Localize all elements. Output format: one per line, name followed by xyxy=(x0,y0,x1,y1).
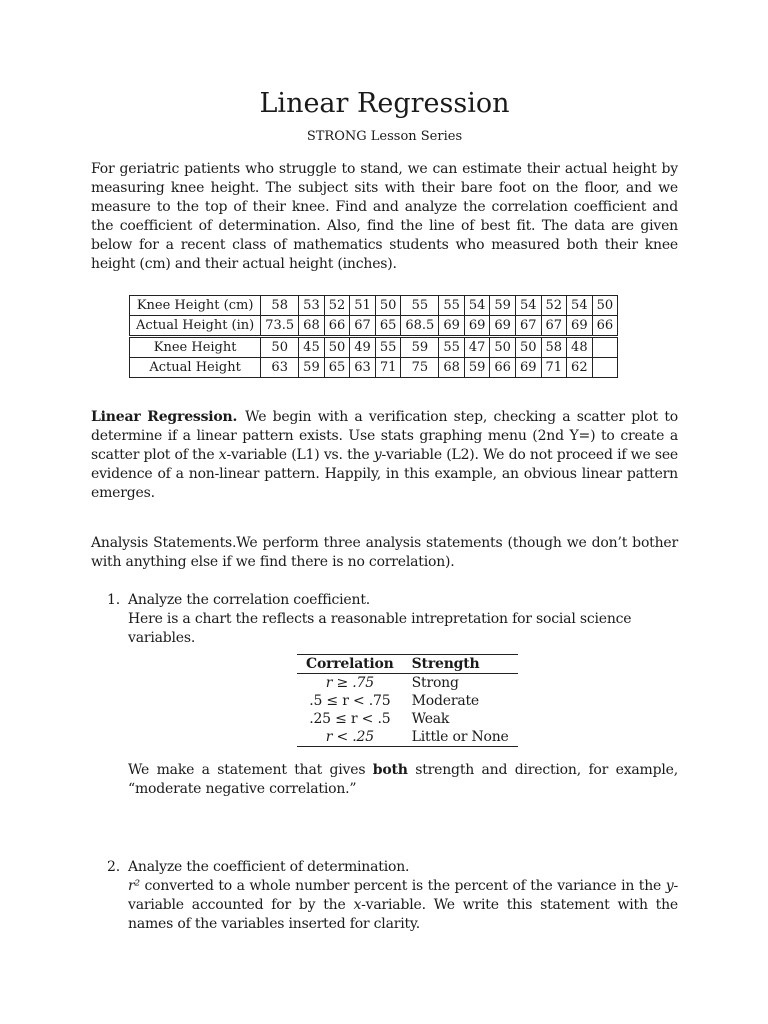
correlation-range: r < .25 xyxy=(297,728,403,747)
row-label: Actual Height xyxy=(130,358,261,378)
linear-regression-section xyxy=(91,408,678,503)
item-title: Analyze the coefficient of determination. xyxy=(128,859,410,875)
table-cell: 52 xyxy=(324,296,350,316)
table-cell: 58 xyxy=(261,296,299,316)
table-cell: 73.5 xyxy=(261,316,299,337)
table-cell: 69 xyxy=(567,316,593,337)
table-cell: 55 xyxy=(439,296,465,316)
table-cell: 65 xyxy=(375,316,401,337)
paragraph-text: converted to a whole number percent is the percent of the variance in the xyxy=(139,878,666,894)
row-label: Knee Height (cm) xyxy=(130,296,261,316)
paragraph-text: We make a statement that gives xyxy=(128,762,373,778)
column-header: Correlation xyxy=(297,655,403,674)
correlation-range: .25 ≤ r < .5 xyxy=(309,711,391,727)
document-subtitle: STRONG Lesson Series xyxy=(306,129,463,144)
table-cell: 63 xyxy=(261,358,299,378)
table-cell: 67 xyxy=(350,316,376,337)
table-cell: 67 xyxy=(541,316,567,337)
correlation-strength: Weak xyxy=(411,711,450,727)
math-variable: y xyxy=(665,878,674,894)
list-item xyxy=(91,858,678,934)
table-cell: 59 xyxy=(299,358,325,378)
correlation-strength: Strong xyxy=(411,675,459,691)
table-cell: 50 xyxy=(515,337,541,358)
table-cell: 67 xyxy=(515,316,541,337)
table-row xyxy=(297,728,518,747)
table-row xyxy=(297,692,518,710)
paragraph-text: strength and direction, for example, “moderate negative correlation.” xyxy=(128,762,678,797)
height-data-table xyxy=(129,295,618,378)
table-row xyxy=(297,710,518,728)
table-cell: 54 xyxy=(464,296,490,316)
table-cell: 55 xyxy=(401,296,439,316)
table-cell: 68 xyxy=(299,316,325,337)
list-number: 2. xyxy=(107,859,120,875)
section-heading: Linear Regression. xyxy=(91,409,238,425)
table-cell: 69 xyxy=(515,358,541,378)
table-cell: 50 xyxy=(261,337,299,358)
table-row xyxy=(130,296,618,316)
table-cell-empty xyxy=(592,337,618,358)
table-cell: 48 xyxy=(567,337,593,358)
correlation-strength: Moderate xyxy=(411,693,480,709)
table-cell: 50 xyxy=(324,337,350,358)
column-header: Strength xyxy=(403,655,518,674)
item-title: Analyze the correlation coefficient. xyxy=(128,592,371,608)
paragraph-text: We perform three analysis statements (though we don’t bother with anything else if we find there is no correlation). xyxy=(91,535,678,570)
table-cell: 71 xyxy=(541,358,567,378)
table-row xyxy=(130,358,618,378)
table-cell-empty xyxy=(592,358,618,378)
table-cell: 68.5 xyxy=(401,316,439,337)
table-cell: 59 xyxy=(490,296,516,316)
math-variable: x xyxy=(218,447,227,463)
table-row xyxy=(130,316,618,337)
table-cell: 45 xyxy=(299,337,325,358)
table-cell: 68 xyxy=(439,358,465,378)
table-header-row xyxy=(297,655,518,674)
paragraph-text: -variable (L1) vs. the xyxy=(226,447,374,463)
paragraph-text: -variable. We write this statement with the names of the variables inserted for clarity. xyxy=(128,897,678,932)
correlation-table xyxy=(297,654,518,747)
table-cell: 65 xyxy=(324,358,350,378)
table-cell: 71 xyxy=(375,358,401,378)
table-cell: 55 xyxy=(439,337,465,358)
table-cell: 54 xyxy=(567,296,593,316)
table-cell: 55 xyxy=(375,337,401,358)
table-cell: 63 xyxy=(350,358,376,378)
math-variable: r² xyxy=(128,878,140,894)
document-page xyxy=(91,86,678,934)
item-text xyxy=(128,877,678,934)
list-item xyxy=(91,591,678,799)
section-heading: Analysis Statements. xyxy=(91,535,237,551)
item-text xyxy=(128,761,678,799)
table-cell: 50 xyxy=(490,337,516,358)
table-cell: 69 xyxy=(464,316,490,337)
table-row xyxy=(130,337,618,358)
table-cell: 59 xyxy=(401,337,439,358)
row-label: Actual Height (in) xyxy=(130,316,261,337)
table-cell: 75 xyxy=(401,358,439,378)
document-title: Linear Regression xyxy=(259,88,510,119)
table-cell: 50 xyxy=(592,296,618,316)
correlation-range: .5 ≤ r < .75 xyxy=(309,693,391,709)
analysis-statements-section xyxy=(91,534,678,572)
row-label: Knee Height xyxy=(130,337,261,358)
table-cell: 66 xyxy=(490,358,516,378)
correlation-range: r ≥ .75 xyxy=(325,675,374,691)
table-cell: 53 xyxy=(299,296,325,316)
table-cell: 49 xyxy=(350,337,376,358)
table-cell: 54 xyxy=(515,296,541,316)
table-row xyxy=(297,674,518,693)
table-cell: 47 xyxy=(464,337,490,358)
table-cell: 69 xyxy=(439,316,465,337)
table-cell: 52 xyxy=(541,296,567,316)
emphasis-text: both xyxy=(372,762,408,778)
table-cell: 50 xyxy=(375,296,401,316)
correlation-strength: Little or None xyxy=(403,728,518,747)
table-cell: 62 xyxy=(567,358,593,378)
paragraph-text: -variable accounted for by the xyxy=(128,878,678,913)
table-cell: 66 xyxy=(324,316,350,337)
table-cell: 66 xyxy=(592,316,618,337)
table-cell: 59 xyxy=(464,358,490,378)
paragraph-text: -variable (L2). We do not proceed if we see evidence of a non-linear pattern. Happily, in this example, an obvious linear pattern emerges. xyxy=(91,447,679,501)
item-text: Here is a chart the reflects a reasonable intrepretation for social science variables. xyxy=(128,611,632,646)
intro-paragraph: For geriatric patients who struggle to stand, we can estimate their actual height by measuring knee height. The subject sits with their bare foot on the floor, and we measure to the top of their knee. Find and analyze the correlation coefficient and the coefficient of determination. Also, find the line of best fit. The data are given below for a recent class of mathematics students who measured both their knee height (cm) and their actual height (inches). xyxy=(91,161,678,272)
math-variable: x xyxy=(353,897,362,913)
math-variable: y xyxy=(373,447,382,463)
table-cell: 69 xyxy=(490,316,516,337)
table-cell: 51 xyxy=(350,296,376,316)
paragraph-text: We begin with a verification step, checking a scatter plot to determine if a linear pattern exists. Use stats graphing menu (2nd Y=) to create a scatter plot of the xyxy=(91,409,678,463)
list-number: 1. xyxy=(107,592,120,608)
table-cell: 58 xyxy=(541,337,567,358)
